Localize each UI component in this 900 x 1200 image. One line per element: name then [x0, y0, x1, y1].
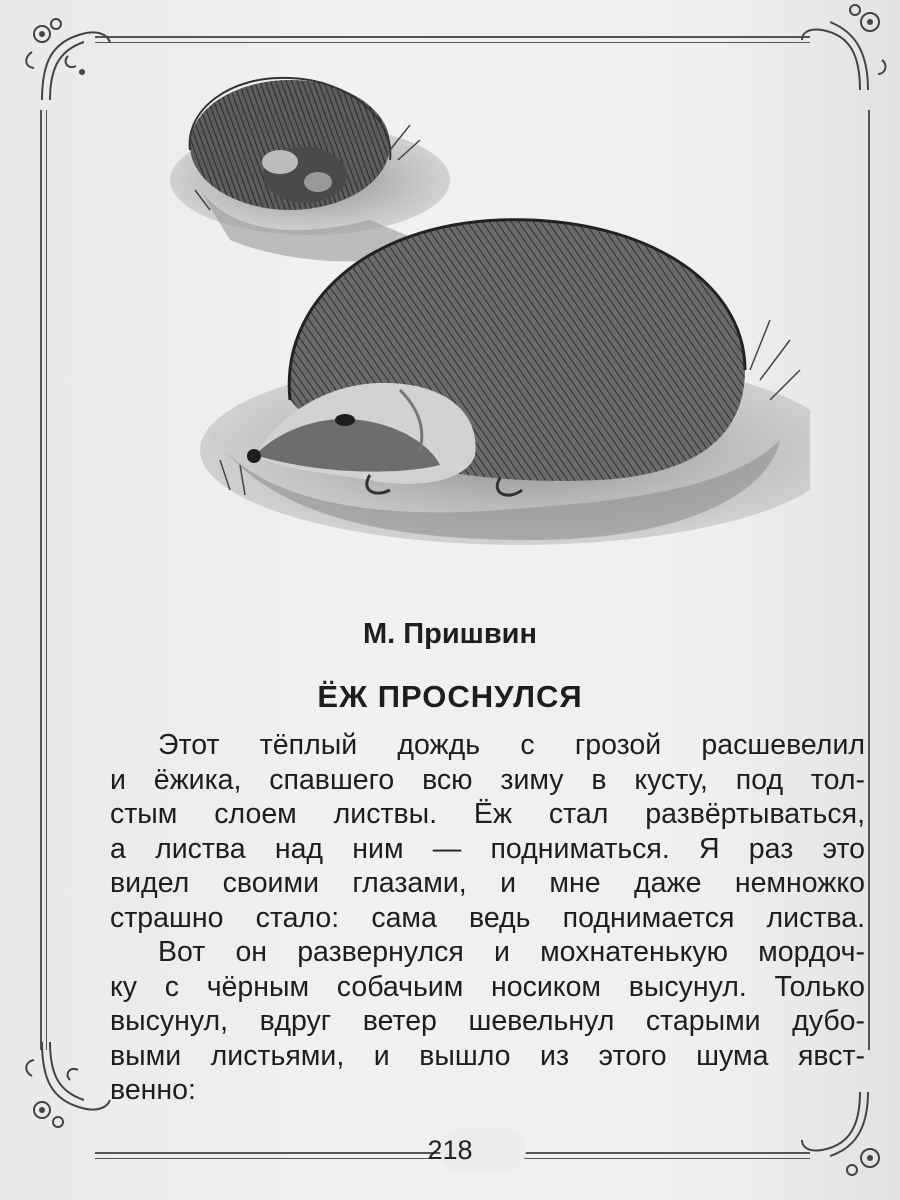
text-line: выми листьями, и вышло из этого шума явст- [110, 1039, 865, 1072]
frame-right-line [868, 110, 870, 1050]
text-line: и ёжика, спавшего всю зиму в кусту, под тол- [110, 763, 865, 796]
ornament-top-right-icon [800, 0, 890, 90]
story-title: ЁЖ ПРОСНУЛСЯ [317, 679, 583, 714]
story-text [110, 728, 865, 1108]
text-line: высунул, вдруг ветер шевельнул старыми дубо- [110, 1005, 865, 1037]
text-line: страшно стало: сама ведь поднимается листва. [110, 901, 865, 934]
ornament-bottom-left-icon [22, 1040, 112, 1130]
page-number: 218 [427, 1135, 473, 1165]
text-line: видел своими глазами, и мне даже немножко [110, 867, 865, 899]
text-line: Этот тёплый дождь с грозой расшевелил [158, 729, 865, 761]
text-line: Вот он развернулся и мохнатенькую мордоч- [158, 936, 865, 968]
frame-top-line-inner [95, 42, 810, 43]
text-line: ку с чёрным собачьим носиком высунул. Только [110, 970, 865, 1003]
author-name: М. Пришвин [363, 618, 537, 650]
frame-left-line [40, 110, 42, 1050]
hedgehog-illustration [170, 70, 810, 550]
text-line: стым слоем листвы. Ёж стал развёртываться, [110, 798, 865, 830]
hedgehog-icon [247, 220, 745, 495]
frame-top-line [95, 36, 810, 38]
frame-left-line-inner [46, 110, 47, 1050]
ornament-top-left-icon [22, 12, 112, 102]
text-line: венно: [110, 1074, 196, 1106]
text-line: а листва над ним — подниматься. Я раз это [110, 832, 865, 865]
curled-hedgehog-icon [190, 78, 391, 210]
